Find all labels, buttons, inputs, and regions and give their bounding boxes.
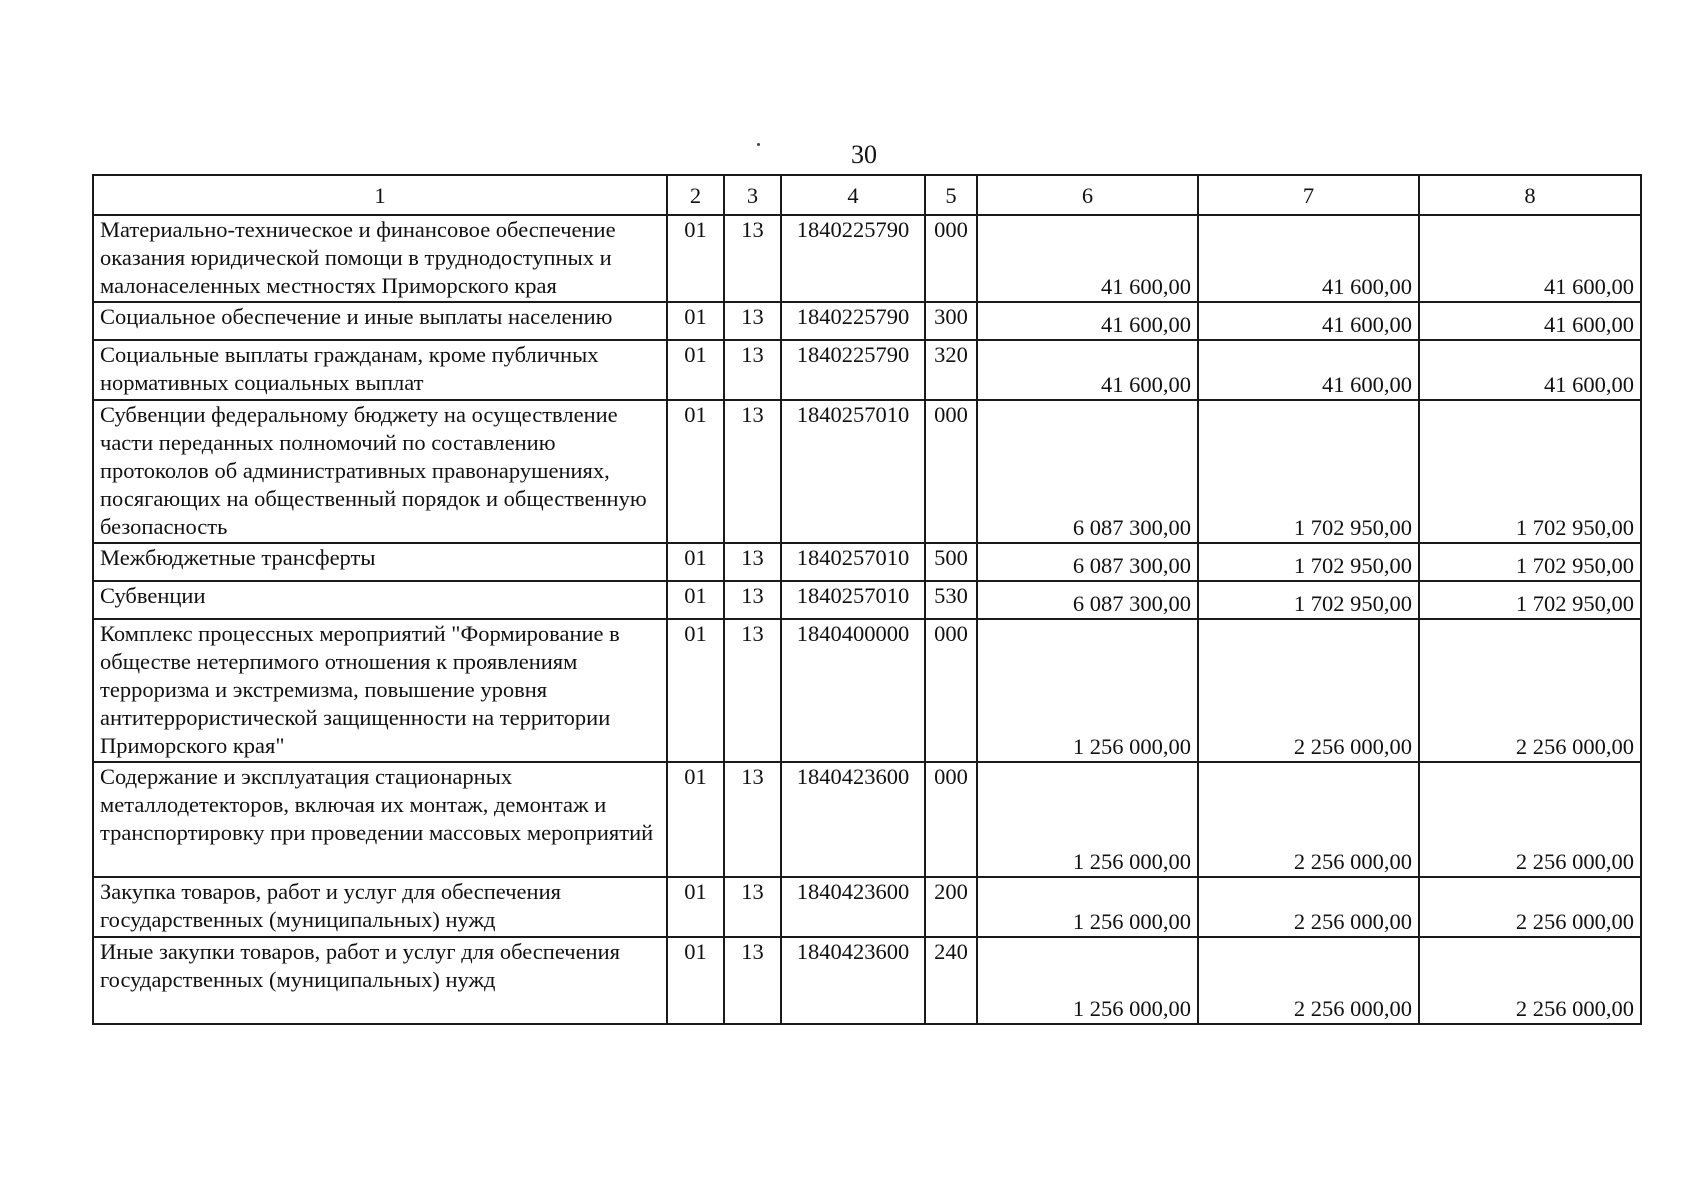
cell-col2: 01 [667, 340, 724, 400]
table-row [93, 877, 1641, 937]
header-cell: 6 [977, 175, 1198, 215]
cell-col3: 13 [724, 619, 781, 762]
cell-col4: 1840423600 [781, 937, 925, 1024]
row-name: Субвенции [93, 581, 667, 619]
cell-col7: 2 256 000,00 [1198, 937, 1419, 1024]
cell-col6: 6 087 300,00 [977, 581, 1198, 619]
row-name: Материально-техническое и финансовое обеспечение оказания юридической помощи в труднодоступных и малонаселенных местностях Приморского края [93, 215, 667, 302]
header-cell: 8 [1419, 175, 1641, 215]
header-cell: 7 [1198, 175, 1419, 215]
cell-col7: 2 256 000,00 [1198, 619, 1419, 762]
cell-col3: 13 [724, 581, 781, 619]
header-cell: 1 [93, 175, 667, 215]
cell-col5: 500 [925, 543, 977, 581]
cell-col6: 1 256 000,00 [977, 619, 1198, 762]
row-name: Межбюджетные трансферты [93, 543, 667, 581]
cell-col7: 41 600,00 [1198, 215, 1419, 302]
cell-col6: 41 600,00 [977, 302, 1198, 340]
cell-col8: 2 256 000,00 [1419, 877, 1641, 937]
cell-col7: 41 600,00 [1198, 340, 1419, 400]
table-row [93, 762, 1641, 877]
cell-col6: 6 087 300,00 [977, 543, 1198, 581]
cell-col5: 200 [925, 877, 977, 937]
cell-col4: 1840225790 [781, 340, 925, 400]
cell-col3: 13 [724, 302, 781, 340]
cell-col3: 13 [724, 937, 781, 1024]
table-row [93, 581, 1641, 619]
cell-col4: 1840257010 [781, 543, 925, 581]
cell-col5: 000 [925, 400, 977, 543]
cell-col6: 1 256 000,00 [977, 937, 1198, 1024]
cell-col7: 2 256 000,00 [1198, 762, 1419, 877]
cell-col7: 2 256 000,00 [1198, 877, 1419, 937]
cell-col7: 1 702 950,00 [1198, 400, 1419, 543]
cell-col6: 1 256 000,00 [977, 762, 1198, 877]
cell-col8: 2 256 000,00 [1419, 937, 1641, 1024]
cell-col2: 01 [667, 215, 724, 302]
cell-col5: 000 [925, 762, 977, 877]
table-row [93, 619, 1641, 762]
cell-col8: 41 600,00 [1419, 215, 1641, 302]
cell-col8: 1 702 950,00 [1419, 400, 1641, 543]
cell-col3: 13 [724, 340, 781, 400]
cell-col3: 13 [724, 543, 781, 581]
header-cell: 3 [724, 175, 781, 215]
table-row [93, 543, 1641, 581]
cell-col2: 01 [667, 543, 724, 581]
cell-col5: 240 [925, 937, 977, 1024]
table-row [93, 340, 1641, 400]
cell-col5: 530 [925, 581, 977, 619]
cell-col6: 41 600,00 [977, 340, 1198, 400]
row-name: Комплекс процессных мероприятий "Формирование в обществе нетерпимого отношения к проявлениям терроризма и экстремизма, повышение уровня антитеррористической защищенности на территории Приморского края" [93, 619, 667, 762]
table-row [93, 400, 1641, 543]
cell-col5: 000 [925, 215, 977, 302]
cell-col2: 01 [667, 400, 724, 543]
header-cell: 5 [925, 175, 977, 215]
cell-col3: 13 [724, 215, 781, 302]
table-row [93, 302, 1641, 340]
cell-col4: 1840423600 [781, 762, 925, 877]
cell-col6: 1 256 000,00 [977, 877, 1198, 937]
cell-col3: 13 [724, 400, 781, 543]
table-row [93, 937, 1641, 1024]
cell-col2: 01 [667, 762, 724, 877]
cell-col2: 01 [667, 937, 724, 1024]
row-name: Социальное обеспечение и иные выплаты населению [93, 302, 667, 340]
header-cell: 2 [667, 175, 724, 215]
cell-col5: 000 [925, 619, 977, 762]
cell-col7: 41 600,00 [1198, 302, 1419, 340]
cell-col4: 1840400000 [781, 619, 925, 762]
header-cell: 4 [781, 175, 925, 215]
row-name: Иные закупки товаров, работ и услуг для обеспечения государственных (муниципальных) нужд [93, 937, 667, 1024]
cell-col8: 2 256 000,00 [1419, 619, 1641, 762]
row-name: Социальные выплаты гражданам, кроме публичных нормативных социальных выплат [93, 340, 667, 400]
cell-col5: 320 [925, 340, 977, 400]
cell-col4: 1840225790 [781, 302, 925, 340]
cell-col2: 01 [667, 877, 724, 937]
cell-col7: 1 702 950,00 [1198, 543, 1419, 581]
cell-col3: 13 [724, 877, 781, 937]
table-row [93, 215, 1641, 302]
cell-col2: 01 [667, 302, 724, 340]
cell-col2: 01 [667, 619, 724, 762]
cell-col4: 1840257010 [781, 400, 925, 543]
cell-col8: 1 702 950,00 [1419, 543, 1641, 581]
budget-table [92, 174, 1642, 1025]
cell-col8: 2 256 000,00 [1419, 762, 1641, 877]
cell-col8: 41 600,00 [1419, 302, 1641, 340]
header-row [93, 175, 1641, 215]
row-name: Субвенции федеральному бюджету на осуществление части переданных полномочий по составлению протоколов об административных правонарушениях, посягающих на общественный порядок и общественную безопасность [93, 400, 667, 543]
cell-col6: 41 600,00 [977, 215, 1198, 302]
cell-col4: 1840423600 [781, 877, 925, 937]
cell-col8: 41 600,00 [1419, 340, 1641, 400]
row-name: Содержание и эксплуатация стационарных металлодетекторов, включая их монтаж, демонтаж и транспортировку при проведении массовых мероприятий [93, 762, 667, 877]
scan-speck [757, 143, 760, 146]
cell-col4: 1840225790 [781, 215, 925, 302]
cell-col7: 1 702 950,00 [1198, 581, 1419, 619]
row-name: Закупка товаров, работ и услуг для обеспечения государственных (муниципальных) нужд [93, 877, 667, 937]
cell-col5: 300 [925, 302, 977, 340]
cell-col3: 13 [724, 762, 781, 877]
page-number: 30 [851, 140, 877, 169]
cell-col6: 6 087 300,00 [977, 400, 1198, 543]
cell-col2: 01 [667, 581, 724, 619]
cell-col8: 1 702 950,00 [1419, 581, 1641, 619]
cell-col4: 1840257010 [781, 581, 925, 619]
